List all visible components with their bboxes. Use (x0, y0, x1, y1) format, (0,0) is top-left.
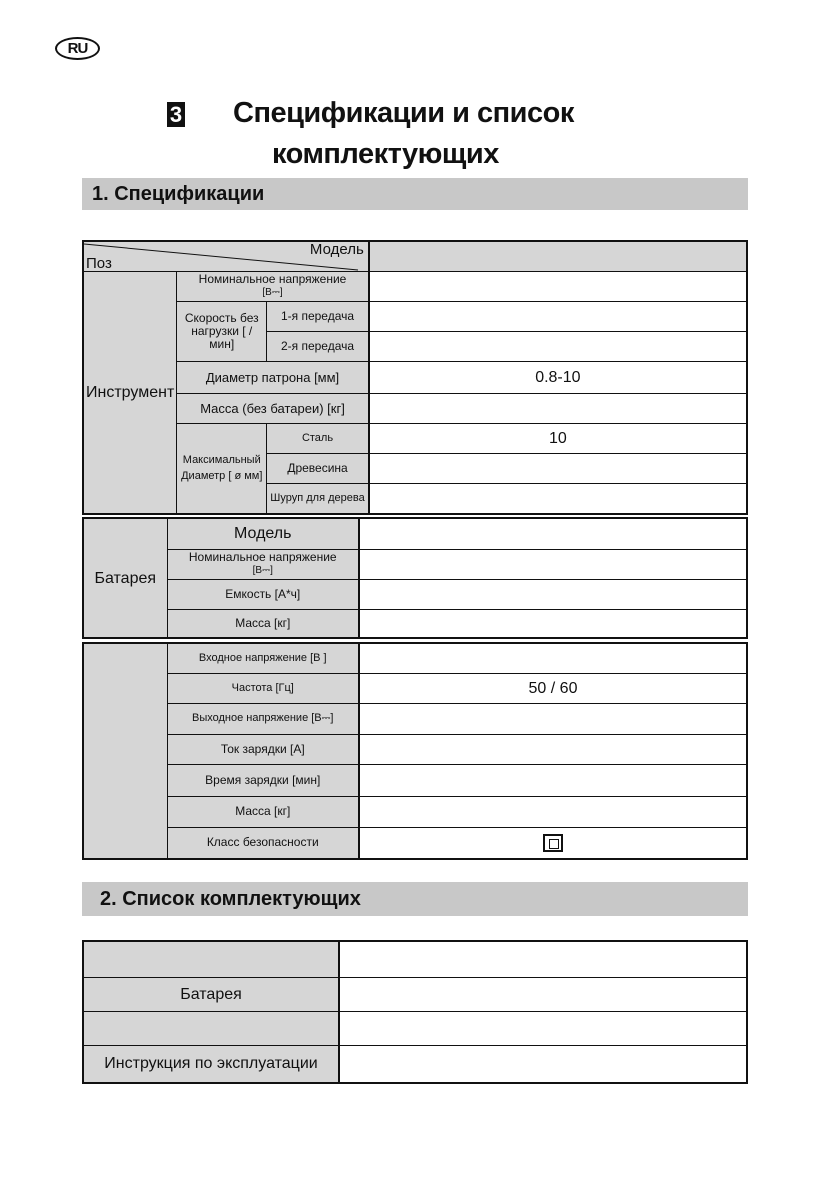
language-badge: RU (55, 37, 100, 60)
charge-time-value (359, 764, 747, 796)
rated-voltage-label: Номинальное напряжение [В⎓] (177, 271, 369, 301)
frequency-label: Частота [Гц] (167, 673, 359, 703)
safety-class-value (359, 827, 747, 859)
safety-class-label: Класс безопасности (167, 827, 359, 859)
tool-group-label: Инструмент (83, 271, 177, 514)
rated-voltage-value (369, 271, 747, 301)
frequency-value: 50 / 60 (359, 673, 747, 703)
battery-model-label: Модель (167, 518, 359, 549)
wood-label: Древесина (267, 453, 369, 483)
parts-value (339, 1011, 747, 1045)
max-diameter-label: Максимальный Диаметр [ ø мм] (177, 423, 267, 514)
charge-time-label: Время зарядки [мин] (167, 764, 359, 796)
weight-value (369, 393, 747, 423)
battery-model-value (359, 518, 747, 549)
input-voltage-label: Входное напряжение [В ] (167, 643, 359, 673)
steel-value: 10 (369, 423, 747, 453)
parts-value (339, 977, 747, 1011)
battery-voltage-label: Номинальное напряжение [В⎓] (167, 549, 359, 579)
steel-label: Сталь (267, 423, 369, 453)
battery-group-label: Батарея (83, 518, 167, 638)
output-voltage-label: Выходное напряжение [В⎓] (167, 703, 359, 734)
input-voltage-value (359, 643, 747, 673)
battery-capacity-value (359, 579, 747, 609)
charger-group-label (83, 643, 167, 859)
battery-voltage-value (359, 549, 747, 579)
parts-list-table (82, 940, 748, 1084)
double-insulation-icon (543, 834, 563, 852)
header-diagonal-cell (83, 241, 369, 271)
chapter-number: 3 (167, 102, 185, 127)
model-value (369, 241, 747, 271)
battery-capacity-label: Емкость [А*ч] (167, 579, 359, 609)
wood-screw-value (369, 483, 747, 514)
gear1-value (369, 301, 747, 331)
section-heading-specs: 1. Спецификации (82, 178, 748, 210)
chuck-label: Диаметр патрона [мм] (177, 361, 369, 393)
parts-item: Инструкция по эксплуатации (83, 1045, 339, 1083)
pos-label: Поз (86, 254, 112, 272)
model-label: Модель (309, 241, 364, 258)
wood-screw-label: Шуруп для дерева (267, 483, 369, 514)
battery-weight-label: Масса [кг] (167, 609, 359, 638)
parts-item (83, 941, 339, 977)
tool-spec-table (82, 240, 748, 515)
charger-spec-table (82, 642, 748, 860)
section-heading-parts: 2. Список комплектующих (82, 882, 748, 916)
gear1-label: 1-я передача (267, 301, 369, 331)
page-title-line2: комплектующих (272, 138, 499, 170)
wood-value (369, 453, 747, 483)
weight-label: Масса (без батареи) [кг] (177, 393, 369, 423)
chuck-value: 0.8-10 (369, 361, 747, 393)
parts-value (339, 1045, 747, 1083)
charge-current-value (359, 734, 747, 764)
charge-current-label: Ток зарядки [А] (167, 734, 359, 764)
parts-item: Батарея (83, 977, 339, 1011)
gear2-value (369, 331, 747, 361)
parts-value (339, 941, 747, 977)
gear2-label: 2-я передача (267, 331, 369, 361)
battery-weight-value (359, 609, 747, 638)
battery-spec-table (82, 517, 748, 639)
page-title-line1: Спецификации и список (233, 97, 574, 129)
speed-label: Скорость без нагрузки [ / мин] (177, 301, 267, 361)
output-voltage-value (359, 703, 747, 734)
charger-weight-label: Масса [кг] (167, 796, 359, 827)
charger-weight-value (359, 796, 747, 827)
parts-item (83, 1011, 339, 1045)
